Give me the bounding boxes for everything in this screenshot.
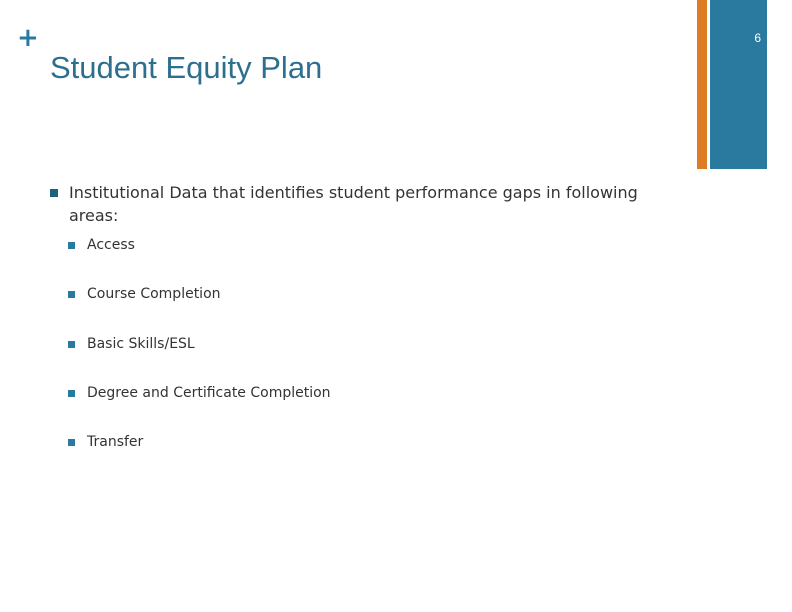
- sub-bullet-transfer: [68, 434, 143, 450]
- main-bullet: [50, 181, 650, 227]
- bullet-square-icon: [68, 390, 75, 397]
- accent-bar: [697, 0, 707, 169]
- page-number: 6: [754, 31, 761, 45]
- plus-icon: +: [17, 23, 39, 53]
- sub-bullet-label: Basic Skills/ESL: [87, 336, 195, 352]
- sub-bullet-label: Degree and Certificate Completion: [87, 385, 331, 401]
- bullet-square-icon: [68, 341, 75, 348]
- sub-bullet-label: Access: [87, 237, 135, 253]
- bullet-square-icon: [68, 439, 75, 446]
- bullet-square-icon: [50, 189, 58, 197]
- sub-bullet-access: [68, 237, 135, 253]
- bullet-square-icon: [68, 291, 75, 298]
- main-bullet-text: Institutional Data that identifies student performance gaps in following areas:: [69, 183, 638, 225]
- bullet-square-icon: [68, 242, 75, 249]
- slide-title: Student Equity Plan: [50, 50, 323, 85]
- sub-bullet-label: Transfer: [87, 434, 144, 450]
- sub-bullet-basic-skills: [68, 336, 195, 352]
- sub-bullet-label: Course Completion: [87, 286, 221, 302]
- sub-bullet-degree-certificate: [68, 385, 331, 401]
- sub-bullet-course-completion: [68, 286, 221, 302]
- page-number-bar: [710, 0, 767, 169]
